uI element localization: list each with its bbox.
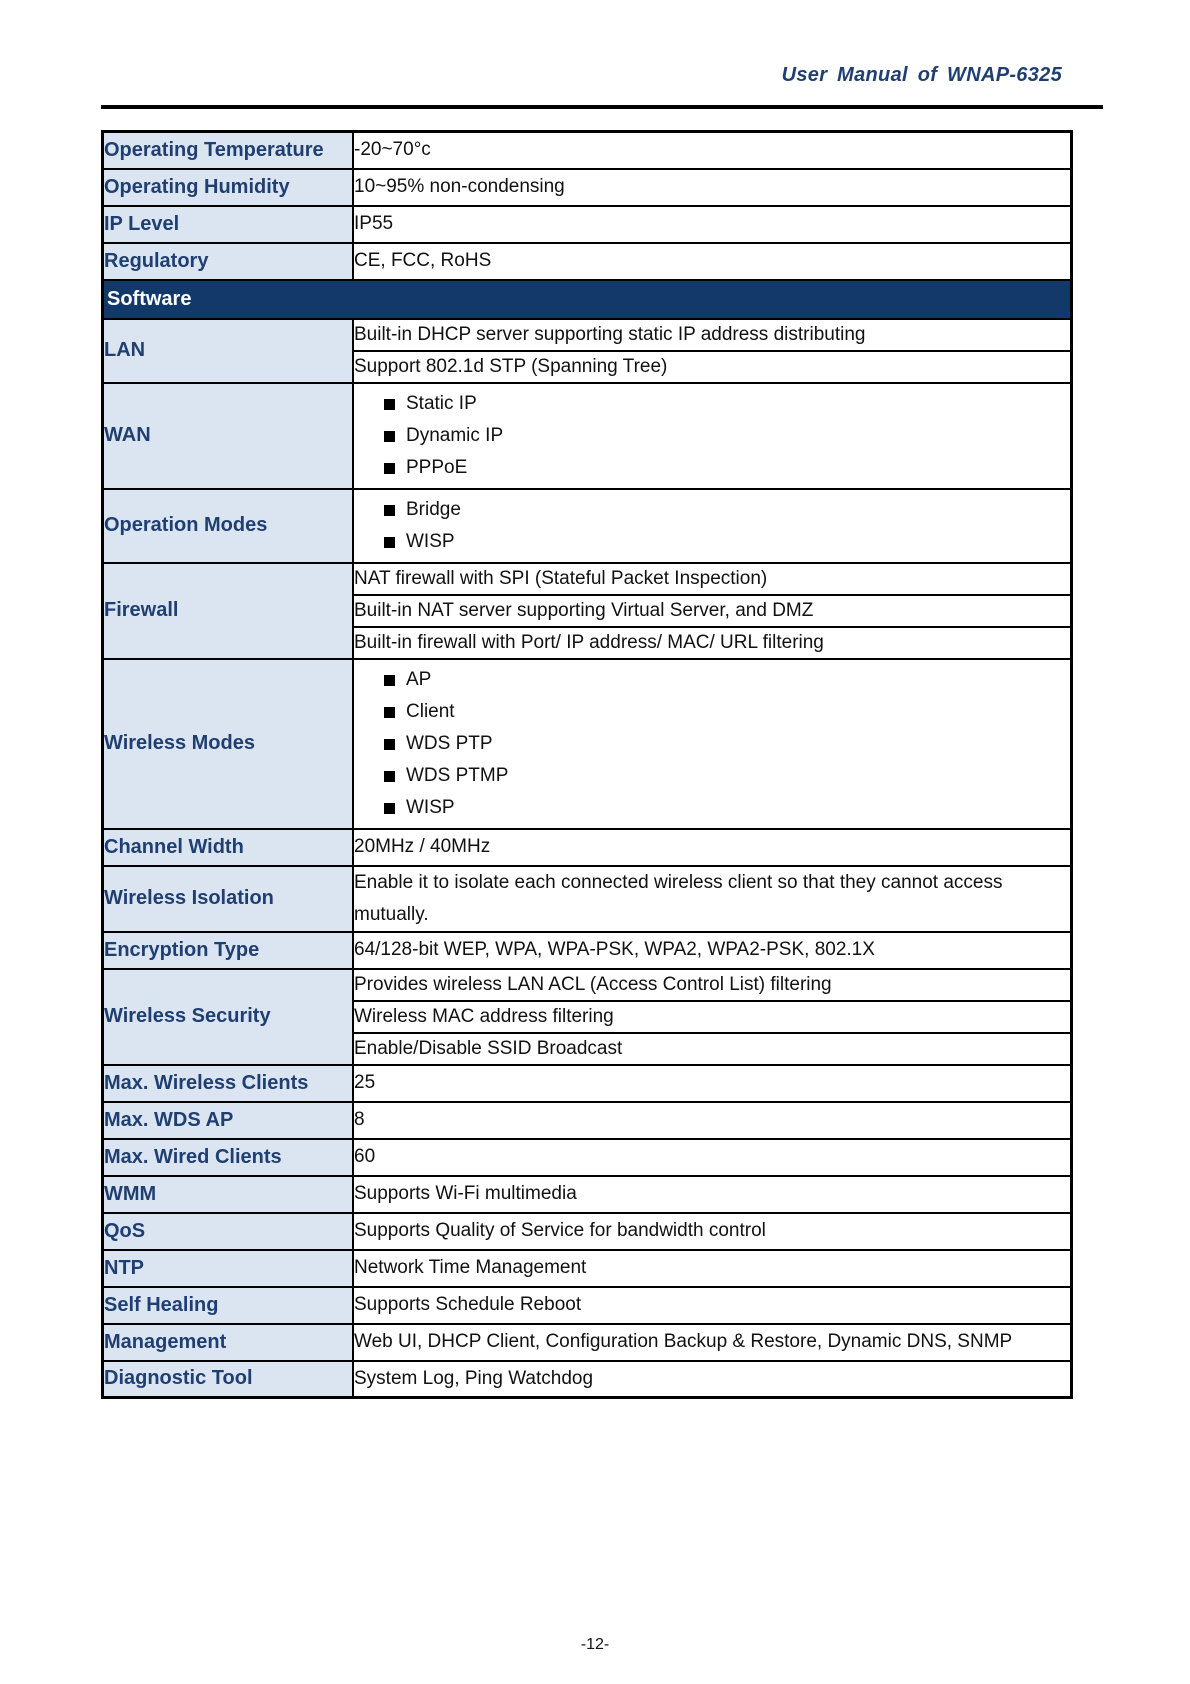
list-item: Bridge	[384, 494, 1070, 526]
spec-value: -20~70°c	[353, 132, 1072, 169]
table-row	[103, 932, 1072, 969]
spec-label: LAN	[103, 319, 354, 383]
spec-label: Encryption Type	[103, 932, 354, 969]
list-item: WDS PTP	[384, 728, 1070, 760]
spec-value: CE, FCC, RoHS	[353, 243, 1072, 280]
spec-value: Web UI, DHCP Client, Configuration Backup & Restore, Dynamic DNS, SNMP	[353, 1324, 1072, 1361]
list-item: Client	[384, 696, 1070, 728]
table-row	[103, 829, 1072, 866]
spec-label: QoS	[103, 1213, 354, 1250]
spec-value: Wireless MAC address filtering	[353, 1001, 1072, 1033]
table-row	[103, 243, 1072, 280]
spec-label: IP Level	[103, 206, 354, 243]
spec-label: Management	[103, 1324, 354, 1361]
spec-label: Wireless Modes	[103, 659, 354, 829]
page-header-title: User Manual of WNAP-6325	[781, 64, 1062, 86]
spec-value: Supports Schedule Reboot	[353, 1287, 1072, 1324]
table-row	[103, 1361, 1072, 1398]
table-row	[103, 1176, 1072, 1213]
table-row	[103, 206, 1072, 243]
spec-label: Diagnostic Tool	[103, 1361, 354, 1398]
bullet-list	[354, 384, 1070, 488]
spec-label: Wireless Isolation	[103, 866, 354, 932]
table-row	[103, 132, 1072, 169]
table-row	[103, 659, 1072, 829]
list-item: Static IP	[384, 388, 1070, 420]
spec-value: 20MHz / 40MHz	[353, 829, 1072, 866]
spec-value: 25	[353, 1065, 1072, 1102]
bullet-list	[354, 490, 1070, 562]
spec-label: Channel Width	[103, 829, 354, 866]
table-row	[103, 383, 1072, 489]
table-row	[103, 489, 1072, 563]
spec-value: Support 802.1d STP (Spanning Tree)	[353, 351, 1072, 383]
list-item: Dynamic IP	[384, 420, 1070, 452]
list-item: AP	[384, 664, 1070, 696]
table-row	[103, 319, 1072, 351]
section-title: Software	[103, 280, 1072, 319]
list-item: WDS PTMP	[384, 760, 1070, 792]
spec-value: Built-in DHCP server supporting static IP address distributing	[353, 319, 1072, 351]
spec-value: Enable/Disable SSID Broadcast	[353, 1033, 1072, 1065]
table-row	[103, 1102, 1072, 1139]
spec-value: System Log, Ping Watchdog	[353, 1361, 1072, 1398]
spec-value: NAT firewall with SPI (Stateful Packet Inspection)	[353, 563, 1072, 595]
spec-label: Max. Wireless Clients	[103, 1065, 354, 1102]
bullet-list	[354, 660, 1070, 828]
spec-label: Regulatory	[103, 243, 354, 280]
spec-label: Max. Wired Clients	[103, 1139, 354, 1176]
spec-value: 10~95% non-condensing	[353, 169, 1072, 206]
section-header-row	[103, 280, 1072, 319]
spec-label: Wireless Security	[103, 969, 354, 1065]
spec-value: Network Time Management	[353, 1250, 1072, 1287]
table-row	[103, 1287, 1072, 1324]
spec-value	[353, 659, 1072, 829]
table-row	[103, 1250, 1072, 1287]
list-item: PPPoE	[384, 452, 1070, 484]
list-item: WISP	[384, 526, 1070, 558]
spec-label: Operation Modes	[103, 489, 354, 563]
table-row	[103, 1213, 1072, 1250]
table-row	[103, 1139, 1072, 1176]
spec-value: Built-in NAT server supporting Virtual Server, and DMZ	[353, 595, 1072, 627]
spec-value: Supports Quality of Service for bandwidth control	[353, 1213, 1072, 1250]
table-row	[103, 1324, 1072, 1361]
spec-value: 8	[353, 1102, 1072, 1139]
spec-label: NTP	[103, 1250, 354, 1287]
table-row	[103, 969, 1072, 1001]
table-row	[103, 1065, 1072, 1102]
spec-value: Built-in firewall with Port/ IP address/ MAC/ URL filtering	[353, 627, 1072, 659]
spec-label: Max. WDS AP	[103, 1102, 354, 1139]
spec-value: 60	[353, 1139, 1072, 1176]
spec-value: Supports Wi-Fi multimedia	[353, 1176, 1072, 1213]
spec-value: Enable it to isolate each connected wireless client so that they cannot access mutually.	[353, 866, 1072, 932]
spec-label: Operating Humidity	[103, 169, 354, 206]
spec-label: WMM	[103, 1176, 354, 1213]
spec-label: Self Healing	[103, 1287, 354, 1324]
spec-label: Firewall	[103, 563, 354, 659]
spec-value	[353, 489, 1072, 563]
spec-label: Operating Temperature	[103, 132, 354, 169]
table-row	[103, 169, 1072, 206]
table-row	[103, 866, 1072, 932]
header-divider	[101, 105, 1103, 109]
spec-value: IP55	[353, 206, 1072, 243]
page-number: -12-	[580, 1636, 610, 1653]
list-item: WISP	[384, 792, 1070, 824]
spec-value	[353, 383, 1072, 489]
spec-label: WAN	[103, 383, 354, 489]
spec-value: Provides wireless LAN ACL (Access Control List) filtering	[353, 969, 1072, 1001]
spec-value: 64/128-bit WEP, WPA, WPA-PSK, WPA2, WPA2-PSK, 802.1X	[353, 932, 1072, 969]
specification-table	[101, 130, 1073, 1399]
table-row	[103, 563, 1072, 595]
